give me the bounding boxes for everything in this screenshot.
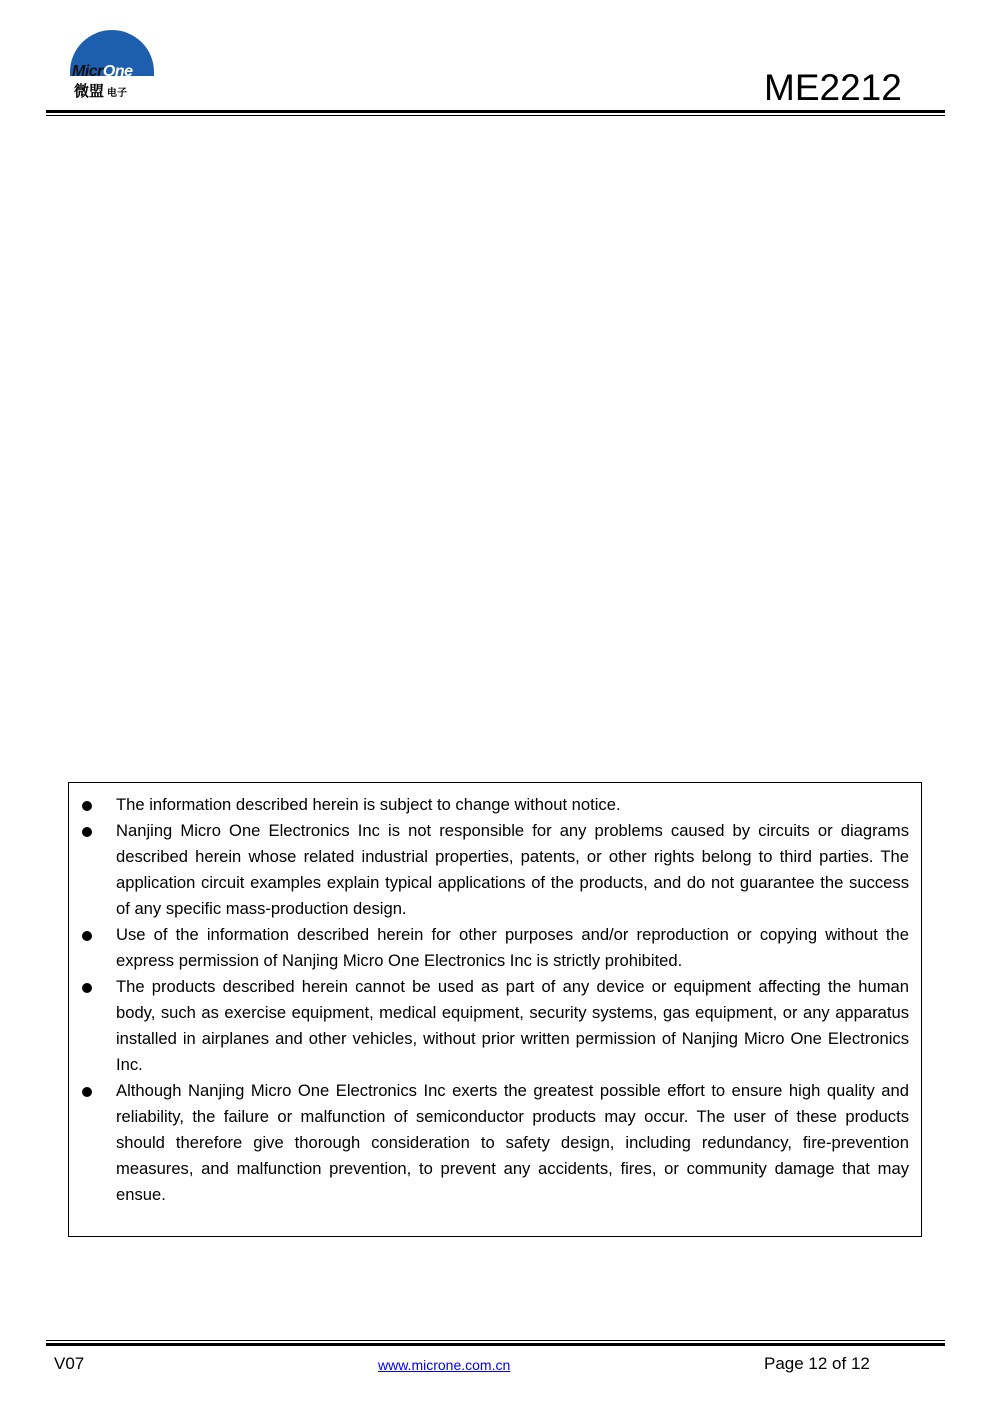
bullet-icon — [82, 983, 92, 993]
disclaimer-item: The products described herein cannot be used as part of any device or equipment affecting the human body, such as exercise equipment, medical equipment, security systems, gas equipment, or any apparatus installed in airplanes and other vehicles, without prior written permission of Nanjing Micro One Electronics Inc. — [69, 974, 921, 1078]
footer-divider-thick — [46, 1343, 945, 1346]
bullet-icon — [82, 827, 92, 837]
footer-divider-thin — [46, 1340, 945, 1341]
disclaimer-item: Nanjing Micro One Electronics Inc is not responsible for any problems caused by circuits or diagrams described herein whose related industrial properties, patents, or other rights belong to third parties. The application circuit examples explain typical applications of the products, and do not guarantee the success of any specific mass-production design. — [69, 818, 921, 922]
bullet-icon — [82, 1087, 92, 1097]
disclaimer-list — [69, 792, 921, 1208]
footer-version: V07 — [54, 1354, 85, 1373]
disclaimer-item: Use of the information described herein for other purposes and/or reproduction or copying without the express permission of Nanjing Micro One Electronics Inc is strictly prohibited. — [69, 922, 921, 974]
disclaimer-box — [68, 782, 922, 1237]
part-number-title: ME2212 — [764, 67, 902, 108]
footer-website-link[interactable]: www.microne.com.cn — [378, 1357, 511, 1373]
logo-wordmark: MicrOne — [72, 63, 133, 80]
disclaimer-item: The information described herein is subject to change without notice. — [69, 792, 921, 818]
bullet-icon — [82, 801, 92, 811]
company-logo — [66, 26, 158, 106]
bullet-icon — [82, 931, 92, 941]
header-divider-thin — [46, 115, 945, 116]
header-divider-thick — [46, 110, 945, 113]
logo-chinese-name: 微盟 电子 — [74, 83, 128, 100]
disclaimer-item: Although Nanjing Micro One Electronics Inc exerts the greatest possible effort to ensure high quality and reliability, the failure or malfunction of semiconductor products may occur. The user of these products should therefore give thorough consideration to safety design, including redundancy, fire-prevention measures, and malfunction prevention, to prevent any accidents, fires, or community damage that may ensue. — [69, 1078, 921, 1208]
footer-page-number: Page 12 of 12 — [764, 1354, 870, 1373]
